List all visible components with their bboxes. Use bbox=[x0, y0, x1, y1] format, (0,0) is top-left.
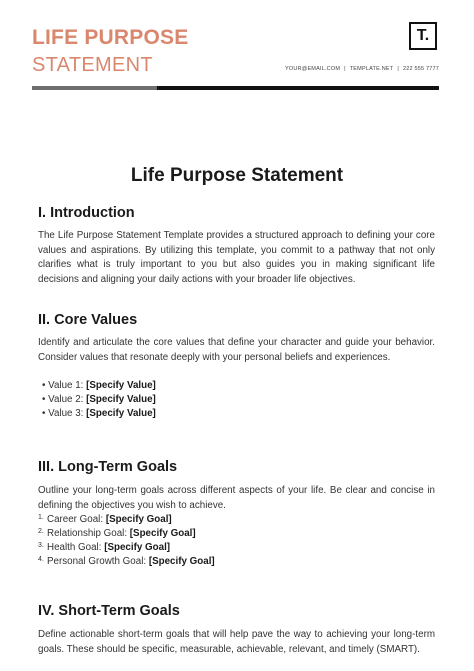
item-number: 1. bbox=[38, 514, 44, 522]
section-introduction bbox=[38, 205, 435, 287]
item-placeholder: [Specify Goal] bbox=[104, 542, 171, 554]
core-values-list bbox=[38, 379, 435, 421]
page-header bbox=[32, 26, 442, 92]
section-heading: IV. Short-Term Goals bbox=[38, 603, 180, 619]
list-item bbox=[38, 407, 435, 421]
item-label: Personal Growth Goal: bbox=[47, 556, 149, 568]
item-placeholder: [Specify Goal] bbox=[105, 514, 172, 526]
item-number: 3. bbox=[38, 542, 44, 550]
item-placeholder: [Specify Value] bbox=[86, 380, 156, 392]
header-divider bbox=[32, 86, 439, 90]
section-long-term-goals bbox=[38, 459, 435, 569]
header-divider-accent bbox=[32, 86, 157, 90]
item-label: Relationship Goal: bbox=[47, 528, 130, 540]
item-placeholder: [Specify Value] bbox=[86, 408, 156, 420]
list-item bbox=[38, 379, 435, 393]
section-body: Outline your long-term goals across different aspects of your life. Be clear and concise in defining the objectives you wish to achieve. bbox=[38, 485, 435, 511]
brand-title-line-2: STATEMENT bbox=[32, 54, 153, 76]
contact-info bbox=[285, 66, 439, 72]
list-item bbox=[38, 555, 435, 569]
template-logo bbox=[409, 22, 437, 50]
item-placeholder: [Specify Value] bbox=[86, 394, 156, 406]
section-body: The Life Purpose Statement Template provides a structured approach to defining your core values and aspirations. By utilizing this template, you commit to a pathway that not only clarifies what is truly important to you but also guides you in making significant life decisions and aligning your daily actions with your broader life objectives. bbox=[38, 230, 435, 285]
brand-title-line-1: LIFE PURPOSE bbox=[32, 26, 189, 49]
list-item bbox=[38, 541, 435, 555]
item-number: 2. bbox=[38, 528, 44, 536]
long-term-goals-list bbox=[38, 513, 435, 569]
section-heading: I. Introduction bbox=[38, 205, 135, 221]
section-short-term-goals bbox=[38, 603, 435, 657]
section-body: Define actionable short-term goals that will help pave the way to achieving your long-term goals. These should be specific, measurable, achievable, relevant, and timely (SMART). bbox=[38, 629, 435, 655]
section-core-values bbox=[38, 312, 435, 421]
list-item bbox=[38, 513, 435, 527]
contact-website: TEMPLATE.NET bbox=[349, 66, 394, 72]
contact-separator: | bbox=[397, 66, 399, 72]
bullet: • bbox=[42, 408, 46, 420]
section-heading: III. Long-Term Goals bbox=[38, 459, 178, 475]
item-label: Value 3: bbox=[48, 408, 87, 420]
contact-email: YOUR@EMAIL.COM bbox=[284, 66, 341, 72]
contact-phone: 222 555 7777 bbox=[402, 66, 439, 72]
bullet: • bbox=[42, 394, 46, 406]
item-label: Value 1: bbox=[48, 380, 87, 392]
item-number: 4. bbox=[38, 556, 44, 564]
section-body: Identify and articulate the core values that define your character and guide your behavior. Consider values that resonate deeply with your personal beliefs and experiences. bbox=[38, 337, 435, 363]
item-placeholder: [Specify Goal] bbox=[148, 556, 215, 568]
item-label: Health Goal: bbox=[47, 542, 105, 554]
section-heading: II. Core Values bbox=[38, 312, 138, 328]
bullet: • bbox=[42, 380, 46, 392]
document-title: Life Purpose Statement bbox=[130, 165, 344, 186]
item-label: Career Goal: bbox=[47, 514, 106, 526]
item-placeholder: [Specify Goal] bbox=[129, 528, 196, 540]
contact-separator: | bbox=[344, 66, 346, 72]
list-item bbox=[38, 527, 435, 541]
logo-text: T. bbox=[416, 27, 430, 44]
item-label: Value 2: bbox=[48, 394, 87, 406]
list-item bbox=[38, 393, 435, 407]
